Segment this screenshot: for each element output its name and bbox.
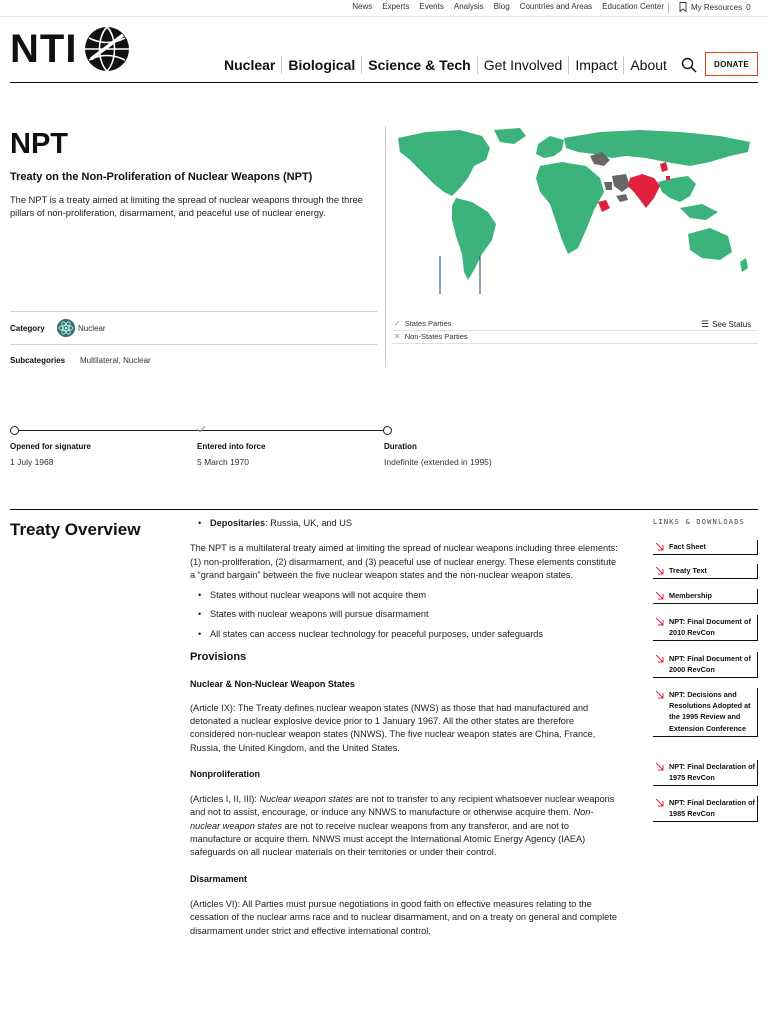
page-title: NPT — [10, 128, 68, 160]
timeline-label-entered: Entered into force — [197, 442, 266, 451]
utility-bar — [0, 0, 768, 16]
sidebar-link-decisions-1995[interactable] — [653, 688, 758, 737]
sidebar-link-label: NPT: Final Document of 2000 RevCon — [669, 654, 751, 675]
provisions-heading: Provisions — [190, 651, 247, 664]
section-text-disarmament: (Articles VI): All Parties must pursue negotiations in good faith on effective measures relating to the cessation of the nuclear arms race and to nuclear disarmament, and on a treaty on general and complete disarmament under strict and effective international control. — [190, 898, 617, 936]
search-icon[interactable] — [681, 57, 697, 73]
sidebar-link-final-doc-2010[interactable] — [653, 615, 758, 641]
page-description: The NPT is a treaty aimed at limiting the spread of nuclear weapons through the three pillars of non-proliferation, disarmament, and peaceful use of nuclear energy. — [10, 195, 363, 218]
arrow-icon — [655, 566, 664, 575]
donate-button[interactable]: DONATE — [705, 52, 758, 76]
sidebar-link-final-doc-2000[interactable] — [653, 652, 758, 678]
page-subtitle: Treaty on the Non-Proliferation of Nuclear Weapons (NPT) — [10, 171, 313, 183]
sidebar-link-treaty-text[interactable] — [653, 564, 758, 579]
list-item: • States with nuclear weapons will pursue disarmament — [190, 608, 620, 621]
nav-impact[interactable]: Impact — [569, 56, 624, 74]
see-status-label: See Status — [712, 320, 752, 329]
overview-title: Treaty Overview — [10, 520, 141, 539]
main-nav — [218, 56, 673, 74]
see-status-toggle[interactable] — [701, 319, 751, 330]
section-heading-nonproliferation: Nonproliferation — [190, 768, 260, 779]
utility-link-blog[interactable]: Blog — [493, 2, 510, 11]
section-text-nonproliferation — [190, 793, 620, 859]
arrow-icon — [655, 542, 664, 551]
sidebar-link-label: NPT: Final Declaration of 1975 RevCon — [669, 762, 755, 783]
nonprolif-part-a: (Articles I, II, III): — [190, 794, 260, 805]
timeline-check-icon — [196, 424, 206, 434]
utility-link-events[interactable]: Events — [419, 2, 444, 11]
check-icon: ✓ — [394, 319, 401, 328]
nonprolif-part-c: are not to transfer to any recipient whatsoever nuclear weapons and not to assist, encourage, or induce any NNWS to manufacture or otherwise acquire them. — [190, 794, 615, 818]
arrow-icon — [655, 762, 664, 771]
header-rule — [10, 82, 758, 83]
utility-link-experts[interactable]: Experts — [382, 2, 410, 11]
timeline-label-opened: Opened for signature — [10, 442, 91, 451]
overview-bullets — [190, 589, 620, 641]
utility-link-education[interactable]: Education Center — [602, 2, 664, 11]
timeline-value-entered: 5 March 1970 — [197, 457, 249, 467]
sidebar-link-label: Treaty Text — [669, 566, 707, 575]
list-item: • All states can access nuclear technology for peaceful purposes, under safeguards — [190, 628, 620, 641]
sidebar-link-label: NPT: Final Document of 2010 RevCon — [669, 617, 751, 638]
legend-divider — [392, 330, 758, 331]
sidebar-link-label: Fact Sheet — [669, 542, 706, 551]
nav-about[interactable]: About — [630, 57, 667, 73]
legend-states-parties-label: States Parties — [404, 319, 452, 328]
my-resources-label: My Resources — [691, 2, 743, 12]
depositaries-item — [190, 517, 620, 530]
links-downloads-title: LINKS & DOWNLOADS — [653, 518, 746, 526]
timeline-label-duration: Duration — [384, 442, 417, 451]
arrow-icon — [655, 654, 664, 663]
depositaries-value: : Russia, UK, and US — [265, 518, 352, 528]
map-states-parties — [398, 128, 750, 280]
nonprolif-part-d: Non-nuclear weapon states — [190, 807, 594, 831]
category-label: Category — [10, 324, 45, 333]
timeline-value-opened: 1 July 1968 — [10, 457, 54, 467]
cross-icon: ✕ — [394, 332, 401, 341]
site-header — [0, 17, 768, 83]
subcategories-label: Subcategories — [10, 356, 66, 365]
overview-rule — [10, 509, 758, 510]
depositaries-list — [190, 517, 620, 530]
legend-non-states-parties[interactable] — [394, 332, 468, 341]
utility-link-news[interactable]: News — [352, 2, 373, 11]
nonprolif-part-e: are not to receive nuclear weapons from any transferor, and are not to manufacture or acquire them. NNWS must accept the International Atomic Energy Agency (IAEA) safeguards on all nuclear materials on their territories or under their control. — [190, 820, 586, 858]
my-resources-link[interactable] — [679, 2, 751, 12]
arrow-icon — [655, 591, 664, 600]
nti-logo[interactable] — [10, 25, 131, 73]
utility-link-countries[interactable]: Countries and Areas — [519, 2, 593, 11]
utility-divider — [668, 2, 669, 14]
legend-divider-bottom — [392, 343, 758, 344]
hero-divider-top — [10, 311, 377, 312]
utility-links — [352, 2, 664, 11]
sidebar-link-label: NPT: Final Declaration of 1985 RevCon — [669, 798, 755, 819]
list-icon: ☰ — [701, 319, 710, 329]
section-text-nws: (Article IX): The Treaty defines nuclear weapon states (NWS) as those that had manufactured and detonated a nuclear explosive device prior to 1 January 1967. All the other states are therefore considered non-nuclear weapon states (NNWS). The five nuclear weapon states are China, France, Russia, the United Kingdom, and the United States. — [190, 702, 596, 753]
nav-get-involved[interactable]: Get Involved — [478, 56, 570, 74]
nuclear-atom-icon — [57, 319, 75, 337]
section-heading-disarmament: Disarmament — [190, 873, 248, 884]
nonprolif-part-b: Nuclear weapon states — [259, 794, 353, 805]
nav-science-tech[interactable]: Science & Tech — [362, 56, 477, 74]
sidebar-link-label: NPT: Decisions and Resolutions Adopted at the 1995 Review and Extension Conference — [669, 690, 751, 733]
hero-divider-bottom — [10, 344, 377, 345]
overview-content — [190, 517, 620, 938]
overview-intro: The NPT is a multilateral treaty aimed at limiting the spread of nuclear weapons including three elements: (1) non-proliferation, (2) disarmament, and (3) peaceful use of nuclear energy. These elements constitute a “grand bargain” between the five nuclear weapon states and the non-nuclear weapon states. — [190, 543, 618, 580]
sidebar-link-declaration-1975[interactable] — [653, 760, 758, 786]
world-map[interactable] — [390, 126, 760, 296]
sidebar-link-fact-sheet[interactable] — [653, 540, 758, 555]
utility-link-analysis[interactable]: Analysis — [453, 2, 484, 11]
legend-states-parties[interactable] — [394, 319, 451, 328]
subcategories-value: Multilateral, Nuclear — [80, 356, 151, 365]
category-value[interactable]: Nuclear — [78, 324, 106, 333]
list-item: • States without nuclear weapons will not acquire them — [190, 589, 620, 602]
arrow-icon — [655, 690, 664, 699]
legend-non-states-parties-label: Non-States Parties — [404, 332, 468, 341]
my-resources-count: 0 — [746, 2, 751, 12]
section-heading-nws: Nuclear & Non-Nuclear Weapon States — [190, 679, 355, 690]
logo-text: NTI — [10, 27, 78, 71]
nav-nuclear[interactable]: Nuclear — [218, 56, 282, 74]
hero-vertical-divider — [385, 126, 386, 367]
globe-logo-icon — [83, 25, 131, 73]
bookmark-icon — [679, 2, 687, 12]
timeline-dot-duration — [383, 426, 392, 435]
sidebar-link-declaration-1985[interactable] — [653, 796, 758, 822]
sidebar-link-membership[interactable] — [653, 589, 758, 604]
timeline-dot-opened — [10, 426, 19, 435]
arrow-icon — [655, 617, 664, 626]
sidebar-link-label: Membership — [669, 591, 712, 600]
depositaries-label: Depositaries — [210, 518, 266, 528]
nav-biological[interactable]: Biological — [282, 56, 362, 74]
timeline-value-duration: Indefinite (extended in 1995) — [384, 457, 492, 467]
arrow-icon — [655, 798, 664, 807]
